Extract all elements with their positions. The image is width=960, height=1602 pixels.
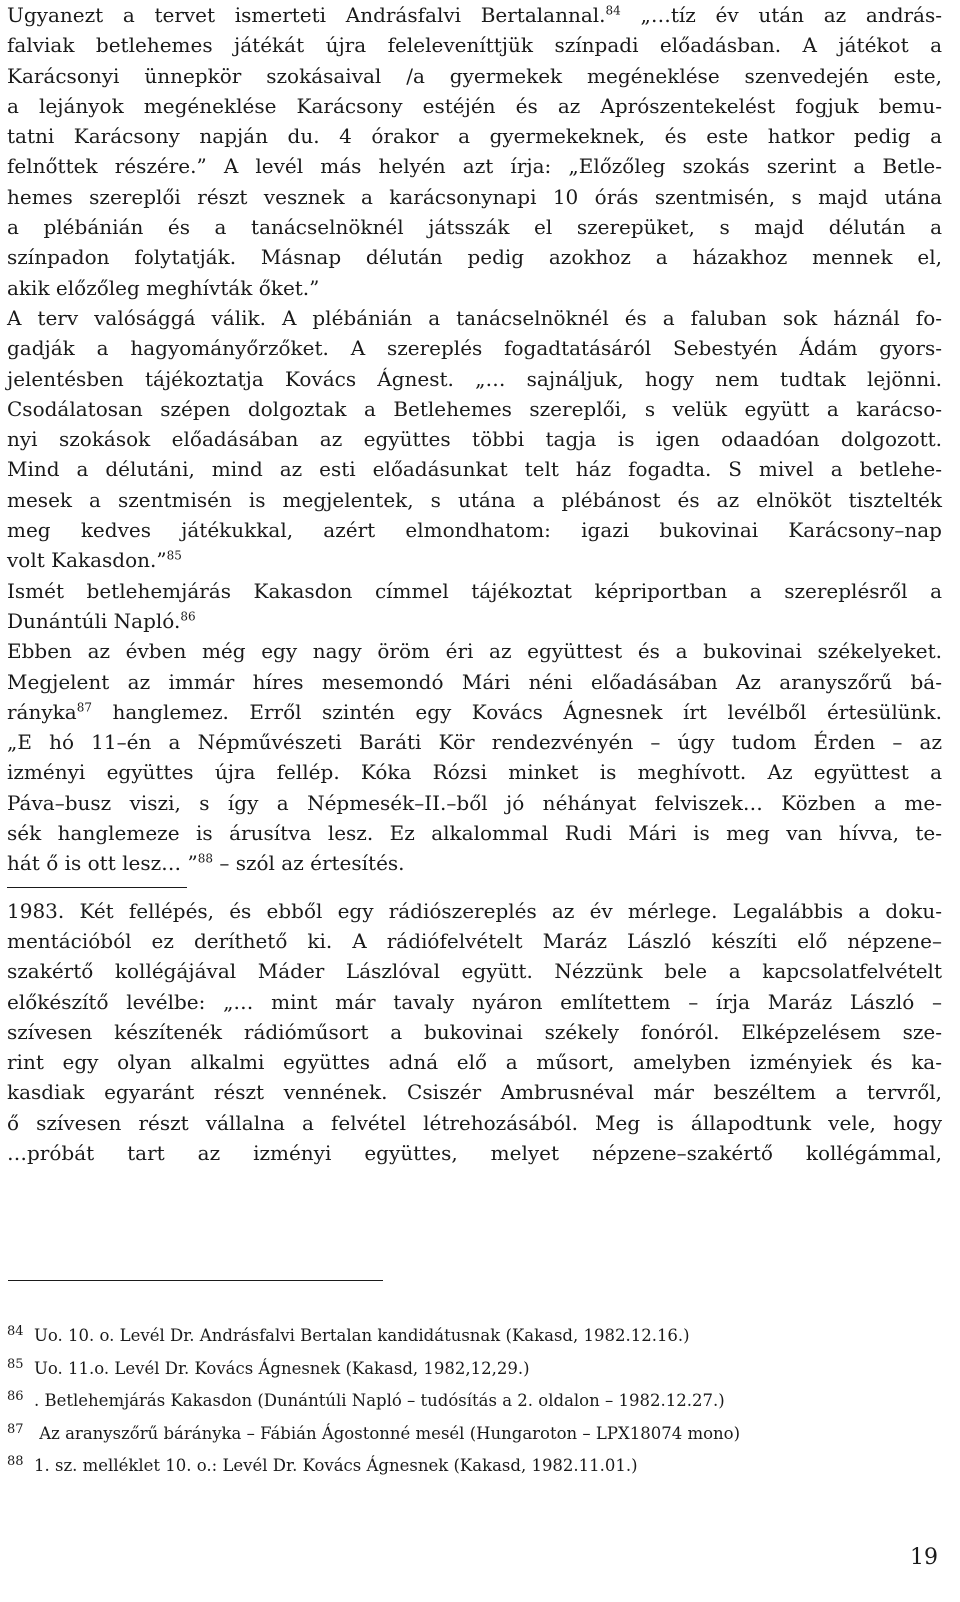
paragraph-ertesites: [7, 727, 942, 878]
footnote-86: [7, 1383, 942, 1416]
footnote-ref-86[interactable]: 86: [180, 609, 196, 624]
text-line: Ebben az évben még egy nagy öröm éri az együttest és a bukovinai székelyeket.: [7, 639, 942, 664]
text-line: hemes szereplői részt vesznek a karácsonynapi 10 órás szentmisén, s majd utána: [7, 184, 942, 209]
text-line: Mind a délutáni, mind az esti előadásunkat telt ház fogadta. S mivel a betlehe-: [7, 457, 942, 482]
text-line: Ismét betlehemjárás Kakasdon címmel tájékoztat képriportban a szereplésről a: [7, 578, 942, 603]
text-span: hanglemez. Erről szintén egy Kovács Ágnesnek írt levélből értesülünk.: [92, 699, 942, 724]
footnote-ref-87[interactable]: 87: [76, 700, 92, 715]
footnote-number: 84: [7, 1324, 24, 1339]
footnote-number: 85: [7, 1356, 24, 1372]
page-body: [7, 0, 942, 1168]
text-line: szakértő kollégájával Máder Lászlóval együtt. Nézzünk bele a kapcsolatfelvételt: [7, 959, 942, 984]
footnote-84: [7, 1318, 942, 1351]
text-line: [7, 848, 942, 878]
text-line: mentációból ez deríthető ki. A rádiófelvételt Maráz László készíti elő népzene–: [7, 928, 942, 953]
text-line: Karácsonyi ünnepkör szokásaival /a gyermekek megéneklése szenvedején este,: [7, 63, 942, 88]
footnote-ref-84[interactable]: 84: [605, 3, 621, 18]
text-line: mesek a szentmisén is megjelentek, s utána a plébánost és az elnököt tisztelték: [7, 487, 942, 512]
footnote-text: Uo. 11.o. Levél Dr. Kovács Ágnesnek (Kakasd, 1982,12,29.): [34, 1358, 530, 1378]
footnote-ref-88[interactable]: 88: [197, 851, 213, 866]
text-line: nyi szokások előadásában az együttes többi tagja is igen odaadóan dolgozott.: [7, 427, 942, 452]
text-span: Ugyanezt a tervet ismerteti Andrásfalvi Bertalannal.: [7, 3, 606, 27]
text-line: a plébánián és a tanácselnöknél játsszák el szerepüket, s majd délután a: [7, 215, 942, 240]
text-line: [7, 606, 942, 636]
text-line: rint egy olyan alkalmi együttes adná elő a műsort, amelyben izményiek és ka-: [7, 1050, 942, 1075]
paragraph-1983: [7, 896, 942, 1169]
text-line: falviak betlehemes játékát újra feleleveníttjük színpadi előadásban. A játékot a: [7, 33, 942, 58]
text-span: – szól az értesítés.: [212, 851, 405, 876]
text-span: hát ő is ott lesz… ”: [7, 851, 198, 876]
footnote-divider: [8, 1280, 383, 1281]
text-line: A terv valósággá válik. A plébánián a tanácselnöknél és a faluban sok háznál fo-: [7, 305, 942, 330]
footnote-text: Az aranyszőrű bárányka – Fábián Ágostonné mesél (Hungaroton – LPX18074 mono): [34, 1423, 741, 1443]
text-line: kasdiak egyaránt részt vennének. Csiszér Ambrusnéval már beszéltem a tervről,: [7, 1080, 942, 1105]
text-line: jelentésben tájékoztatja Kovács Ágnest. „… sajnáljuk, hogy nem tudtak lejönni.: [7, 366, 942, 391]
footnote-number: 86: [7, 1389, 24, 1404]
text-line: felnőttek részére.” A levél más helyén azt írja: „Előzőleg szokás szerint a Betle-: [7, 154, 942, 179]
footnote-text: Uo. 10. o. Levél Dr. Andrásfalvi Bertalan kandidátusnak (Kakasd, 1982.12.16.): [34, 1326, 690, 1345]
footnote-text: 1. sz. melléklet 10. o.: Levél Dr. Kovács Ágnesnek (Kakasd, 1982.11.01.): [34, 1456, 638, 1475]
text-line: 1983. Két fellépés, és ebből egy rádiószereplés az év mérlege. Legalábbis a doku-: [7, 898, 942, 923]
paragraph-terv-valosag: [7, 303, 942, 576]
section-divider: [7, 887, 187, 888]
text-line: előkészítő levélbe: „… mint már tavaly nyáron említettem – írja Maráz László –: [7, 989, 942, 1014]
text-line: ő szívesen részt vállalna a felvétel létrehozásából. Meg is állapodtunk vele, hogy: [7, 1110, 942, 1135]
text-line: szívesen készítenék rádióműsort a bukovinai székely fonóról. Elképzelésem sze-: [7, 1019, 942, 1044]
footnote-ref-85[interactable]: 85: [166, 548, 182, 563]
footnote-number: 88: [7, 1454, 24, 1469]
text-line: színpadon folytatják. Másnap délután pedig azokhoz a házakhoz mennek el,: [7, 245, 942, 270]
footnotes: [7, 1318, 942, 1481]
text-line: meg kedves játékukkal, azért elmondhatom: igazi bukovinai Karácsony–nap: [7, 518, 942, 543]
text-line: [7, 0, 942, 30]
text-line: [7, 545, 942, 575]
text-span: rányka: [7, 699, 77, 724]
footnote-text: . Betlehemjárás Kakasdon (Dunántúli Napló – tudósítás a 2. oldalon – 1982.12.27.): [34, 1391, 725, 1410]
text-line: tatni Karácsony napján du. 4 órakor a gyermekeknek, és este hatkor pedig a: [7, 124, 942, 149]
page-number: 19: [910, 1545, 938, 1570]
text-span: volt Kakasdon.”: [7, 548, 167, 573]
text-span: Dunántúli Napló.: [7, 608, 181, 633]
footnote-87: [7, 1416, 942, 1449]
paragraph-betlehemes-terv: [7, 0, 942, 303]
text-line: Csodálatosan szépen dolgoztak a Betlehemes szereplői, s velük együtt a karácso-: [7, 396, 942, 421]
text-line: Páva–busz viszi, s így a Népmesék–II.–ből jó néhányat felviszek… Közben a me-: [7, 790, 942, 815]
text-line: akik előzőleg meghívták őket.”: [7, 275, 320, 300]
footnote-85: [7, 1351, 942, 1384]
text-span: „…tíz év után az andrás-: [640, 3, 942, 27]
text-line: gadják a hagyományőrzőket. A szereplés fogadtatásáról Sebestyén Ádám gyors-: [7, 336, 942, 361]
text-line: sék hanglemeze is árusítva lesz. Ez alkalommal Rudi Mári is meg van hívva, te-: [7, 821, 942, 846]
footnote-88: [7, 1448, 942, 1481]
text-line: „E hó 11–én a Népművészeti Baráti Kör rendezvényén – úgy tudom Érden – az: [7, 730, 942, 755]
text-line: a lejányok megéneklése Karácsony estéjén és az Aprószentekelést fogjuk bemu-: [7, 93, 942, 118]
text-line: [7, 697, 942, 727]
text-line: …próbát tart az izményi együttes, melyet népzene–szakértő kollégámmal,: [7, 1140, 942, 1165]
text-line: izményi együttes újra fellép. Kóka Rózsi minket is meghívott. Az együttest a: [7, 760, 942, 785]
text-line: Megjelent az immár híres mesemondó Mári néni előadásában Az aranyszőrű bá-: [7, 669, 942, 694]
paragraph-hanglemez: [7, 636, 942, 727]
paragraph-dunantuli-naplo: [7, 576, 942, 637]
footnote-number: 87: [7, 1421, 24, 1437]
